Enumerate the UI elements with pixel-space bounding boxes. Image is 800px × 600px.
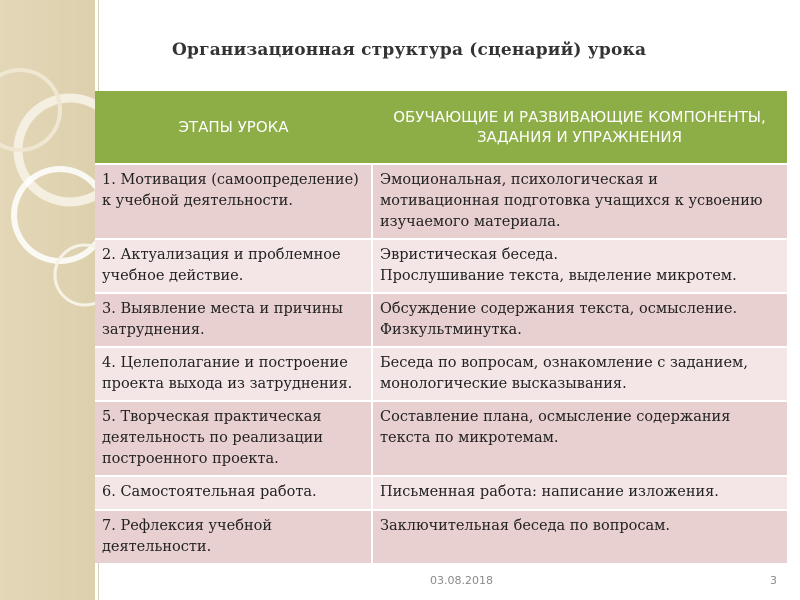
stage-cell: 7. Рефлексия учебной деятельности. xyxy=(95,510,372,563)
stage-cell: 4. Целеполагание и построение проекта выхода из затруднения. xyxy=(95,347,372,401)
content-cell: Составление плана, осмысление содержания текста по микротемам. xyxy=(372,401,787,476)
slide-title: Организационная структура (сценарий) урока xyxy=(172,40,647,60)
table-row xyxy=(95,401,787,476)
content-cell: Эвристическая беседа. Прослушивание текста, выделение микротем. xyxy=(372,239,787,293)
footer-date: 03.08.2018 xyxy=(430,574,493,587)
table-row xyxy=(95,293,787,347)
stage-cell: 3. Выявление места и причины затруднения. xyxy=(95,293,372,347)
stage-cell: 6. Самостоятельная работа. xyxy=(95,476,372,510)
table-row xyxy=(95,510,787,563)
lesson-structure-table xyxy=(95,91,787,563)
content-cell: Письменная работа: написание изложения. xyxy=(372,476,787,510)
table-row xyxy=(95,239,787,293)
decorative-circles-graphic xyxy=(0,0,95,600)
table-row xyxy=(95,347,787,401)
table-header-row xyxy=(95,91,787,164)
content-cell: Обсуждение содержания текста, осмысление. Физкультминутка. xyxy=(372,293,787,347)
page-number: 3 xyxy=(770,574,777,587)
stage-cell: 2. Актуализация и проблемное учебное действие. xyxy=(95,239,372,293)
content-cell: Заключительная беседа по вопросам. xyxy=(372,510,787,563)
table-row xyxy=(95,476,787,510)
header-components: ОБУЧАЮЩИЕ И РАЗВИВАЮЩИЕ КОМПОНЕНТЫ, ЗАДАНИЯ И УПРАЖНЕНИЯ xyxy=(372,91,787,164)
table-row xyxy=(95,164,787,239)
content-cell: Эмоциональная, психологическая и мотивационная подготовка учащихся к усвоению изучаемого материала. xyxy=(372,164,787,239)
header-stages: ЭТАПЫ УРОКА xyxy=(95,91,372,164)
content-cell: Беседа по вопросам, ознакомление с заданием, монологические высказывания. xyxy=(372,347,787,401)
decorative-side-strip xyxy=(0,0,95,600)
stage-cell: 5. Творческая практическая деятельность по реализации построенного проекта. xyxy=(95,401,372,476)
stage-cell: 1. Мотивация (самоопределение) к учебной деятельности. xyxy=(95,164,372,239)
